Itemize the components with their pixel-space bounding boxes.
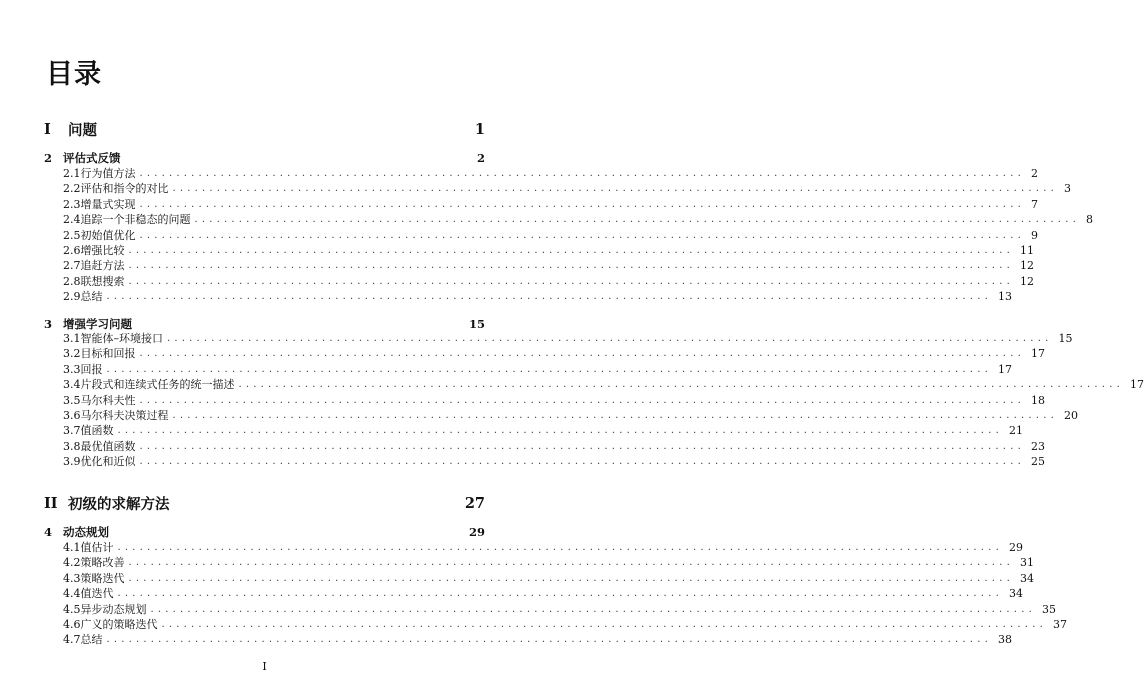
section-number: 2.5 <box>63 228 81 242</box>
leader-dots: ........................................................................................................................ <box>161 618 1047 630</box>
section-number: 3.7 <box>63 424 81 438</box>
toc-section[interactable] <box>44 212 1093 227</box>
leader-dots: ........................................................................................................................ <box>194 214 1080 226</box>
toc-section[interactable] <box>44 181 1071 196</box>
section-page: 25 <box>1030 455 1045 469</box>
part-page: 27 <box>464 494 485 512</box>
section-title: 智能体–环境接口 <box>80 332 163 345</box>
toc-section[interactable] <box>44 377 1144 392</box>
section-page: 15 <box>1058 332 1073 345</box>
section-title: 总结 <box>80 290 103 304</box>
toc-section[interactable] <box>44 423 1023 438</box>
section-number: 3.9 <box>63 455 81 469</box>
page-number-footer: I <box>262 660 267 673</box>
section-title: 增量式实现 <box>80 197 136 211</box>
section-number: 4.4 <box>63 587 81 601</box>
leader-dots: ........................................................................................................................ <box>150 603 1036 615</box>
leader-dots: ........................................................................................................................ <box>139 348 1025 360</box>
toc-part[interactable] <box>44 118 485 140</box>
section-number: 2.3 <box>63 197 81 211</box>
section-page: 37 <box>1052 617 1067 631</box>
section-title: 追踪一个非稳态的问题 <box>80 213 191 227</box>
toc-section[interactable] <box>44 632 1012 647</box>
section-number: 4.7 <box>63 633 81 647</box>
leader-dots: ........................................................................................................................ <box>128 244 1014 256</box>
section-title: 值函数 <box>80 424 114 438</box>
section-page: 11 <box>1019 243 1034 257</box>
section-title: 马尔科夫性 <box>80 393 136 407</box>
section-number: 3.8 <box>63 439 81 453</box>
section-page: 38 <box>997 633 1012 647</box>
section-title: 策略改善 <box>80 556 125 570</box>
section-page: 9 <box>1030 228 1038 242</box>
section-page: 31 <box>1019 556 1034 570</box>
section-page: 3 <box>1063 182 1071 196</box>
section-page: 23 <box>1030 439 1045 453</box>
chapter-page: 29 <box>468 525 485 539</box>
section-number: 2.7 <box>63 259 81 273</box>
leader-dots: ........................................................................................................................ <box>128 557 1014 569</box>
toc-chapter[interactable] <box>44 316 485 332</box>
leader-dots: ........................................................................................................................ <box>139 168 1025 179</box>
chapter-title: 评估式反馈 <box>63 151 121 165</box>
section-number: 4.5 <box>63 602 81 616</box>
section-list <box>44 540 1067 648</box>
chapter-number: 2 <box>44 151 53 165</box>
chapter-title: 增强学习问题 <box>63 317 132 331</box>
toc-section[interactable] <box>44 586 1023 601</box>
section-page: 17 <box>1129 378 1144 392</box>
section-title: 目标和回报 <box>80 347 136 361</box>
section-title: 最优值函数 <box>80 439 136 453</box>
section-number: 2.4 <box>63 213 81 227</box>
section-page: 7 <box>1030 197 1038 211</box>
section-number: 4.1 <box>63 541 81 554</box>
section-number: 2.9 <box>63 290 81 304</box>
section-page: 13 <box>997 290 1012 304</box>
section-title: 广义的策略迭代 <box>80 617 158 631</box>
section-number: 3.1 <box>63 332 81 345</box>
leader-dots: ........................................................................................................................ <box>139 456 1025 468</box>
leader-dots: ........................................................................................................................ <box>172 183 1058 195</box>
section-number: 2.1 <box>63 167 81 180</box>
section-title: 片段式和连续式任务的统一描述 <box>80 378 235 392</box>
section-page: 8 <box>1085 213 1093 227</box>
toc-chapter[interactable] <box>44 150 485 166</box>
section-number: 3.4 <box>63 378 81 392</box>
section-number: 4.3 <box>63 571 81 585</box>
leader-dots: ........................................................................................................................ <box>106 634 992 646</box>
toc-section[interactable] <box>44 274 1034 289</box>
leader-dots: ........................................................................................................................ <box>117 588 1003 600</box>
section-page: 35 <box>1041 602 1056 616</box>
toc-section[interactable] <box>44 454 1045 469</box>
chapter-number: 4 <box>44 525 53 539</box>
section-page: 17 <box>1030 347 1045 361</box>
toc-section[interactable] <box>44 243 1034 258</box>
section-number: 2.6 <box>63 243 81 257</box>
toc-title: 目录 <box>46 59 102 90</box>
section-title: 初始值优化 <box>80 228 136 242</box>
leader-dots: ........................................................................................................................ <box>128 275 1014 287</box>
toc-section[interactable] <box>44 393 1045 408</box>
toc-section[interactable] <box>44 289 1012 304</box>
section-title: 增强比较 <box>80 243 125 257</box>
section-list <box>44 331 1144 470</box>
section-number: 2.2 <box>63 182 81 196</box>
chapter-page: 2 <box>476 151 485 165</box>
toc-section[interactable] <box>44 617 1067 632</box>
toc-part[interactable] <box>44 492 485 514</box>
section-page: 34 <box>1008 587 1023 601</box>
leader-dots: ........................................................................................................................ <box>139 198 1025 210</box>
part-number: I <box>44 120 51 138</box>
leader-dots: ........................................................................................................................ <box>172 409 1058 421</box>
leader-dots: ........................................................................................................................ <box>117 425 1003 437</box>
section-page: 20 <box>1063 408 1078 422</box>
section-page: 21 <box>1008 424 1023 438</box>
part-page: 1 <box>474 120 485 138</box>
section-page: 18 <box>1030 393 1045 407</box>
toc-section[interactable] <box>44 408 1078 423</box>
section-page: 12 <box>1019 274 1034 288</box>
toc-section[interactable] <box>44 439 1045 454</box>
toc-section[interactable] <box>44 555 1034 570</box>
section-number: 4.2 <box>63 556 81 570</box>
leader-dots: ........................................................................................................................ <box>128 260 1014 272</box>
section-page: 17 <box>997 362 1012 376</box>
section-title: 值估计 <box>80 541 114 554</box>
leader-dots: ........................................................................................................................ <box>106 291 992 303</box>
section-title: 回报 <box>80 362 103 376</box>
toc-section[interactable] <box>44 331 1073 346</box>
section-list <box>44 166 1093 305</box>
toc-section[interactable] <box>44 571 1034 586</box>
section-number: 3.5 <box>63 393 81 407</box>
toc-section[interactable] <box>44 362 1012 377</box>
leader-dots: ........................................................................................................................ <box>167 333 1053 344</box>
section-title: 追赶方法 <box>80 259 125 273</box>
toc-section[interactable] <box>44 346 1045 361</box>
toc-section[interactable] <box>44 602 1056 617</box>
part-title: 问题 <box>68 121 97 139</box>
section-page: 2 <box>1030 167 1038 180</box>
leader-dots: ........................................................................................................................ <box>117 542 1003 553</box>
chapter-page: 15 <box>468 317 485 331</box>
leader-dots: ........................................................................................................................ <box>128 572 1014 584</box>
section-title: 总结 <box>80 633 103 647</box>
part-title: 初级的求解方法 <box>68 495 170 513</box>
section-number: 2.8 <box>63 274 81 288</box>
toc-section[interactable] <box>44 197 1038 212</box>
section-page: 12 <box>1019 259 1034 273</box>
section-title: 马尔科夫决策过程 <box>80 408 169 422</box>
leader-dots: ........................................................................................................................ <box>139 440 1025 452</box>
part-number: II <box>44 494 58 512</box>
section-title: 值迭代 <box>80 587 114 601</box>
section-title: 联想搜索 <box>80 274 125 288</box>
section-number: 3.6 <box>63 408 81 422</box>
section-page: 29 <box>1008 541 1023 554</box>
toc-section[interactable] <box>44 540 1023 555</box>
leader-dots: ........................................................................................................................ <box>139 229 1025 241</box>
section-title: 评估和指令的对比 <box>80 182 169 196</box>
toc-section[interactable] <box>44 166 1038 181</box>
section-title: 异步动态规划 <box>80 602 147 616</box>
section-number: 3.2 <box>63 347 81 361</box>
toc-section[interactable] <box>44 258 1034 273</box>
leader-dots: ........................................................................................................................ <box>238 379 1124 391</box>
section-page: 34 <box>1019 571 1034 585</box>
section-title: 优化和近似 <box>80 455 136 469</box>
toc-section[interactable] <box>44 228 1038 243</box>
leader-dots: ........................................................................................................................ <box>139 394 1025 406</box>
section-title: 策略迭代 <box>80 571 125 585</box>
section-number: 3.3 <box>63 362 81 376</box>
toc-chapter[interactable] <box>44 524 485 540</box>
chapter-number: 3 <box>44 317 53 331</box>
section-title: 行为值方法 <box>80 167 136 180</box>
section-number: 4.6 <box>63 617 81 631</box>
leader-dots: ........................................................................................................................ <box>106 363 992 375</box>
chapter-title: 动态规划 <box>63 525 109 539</box>
